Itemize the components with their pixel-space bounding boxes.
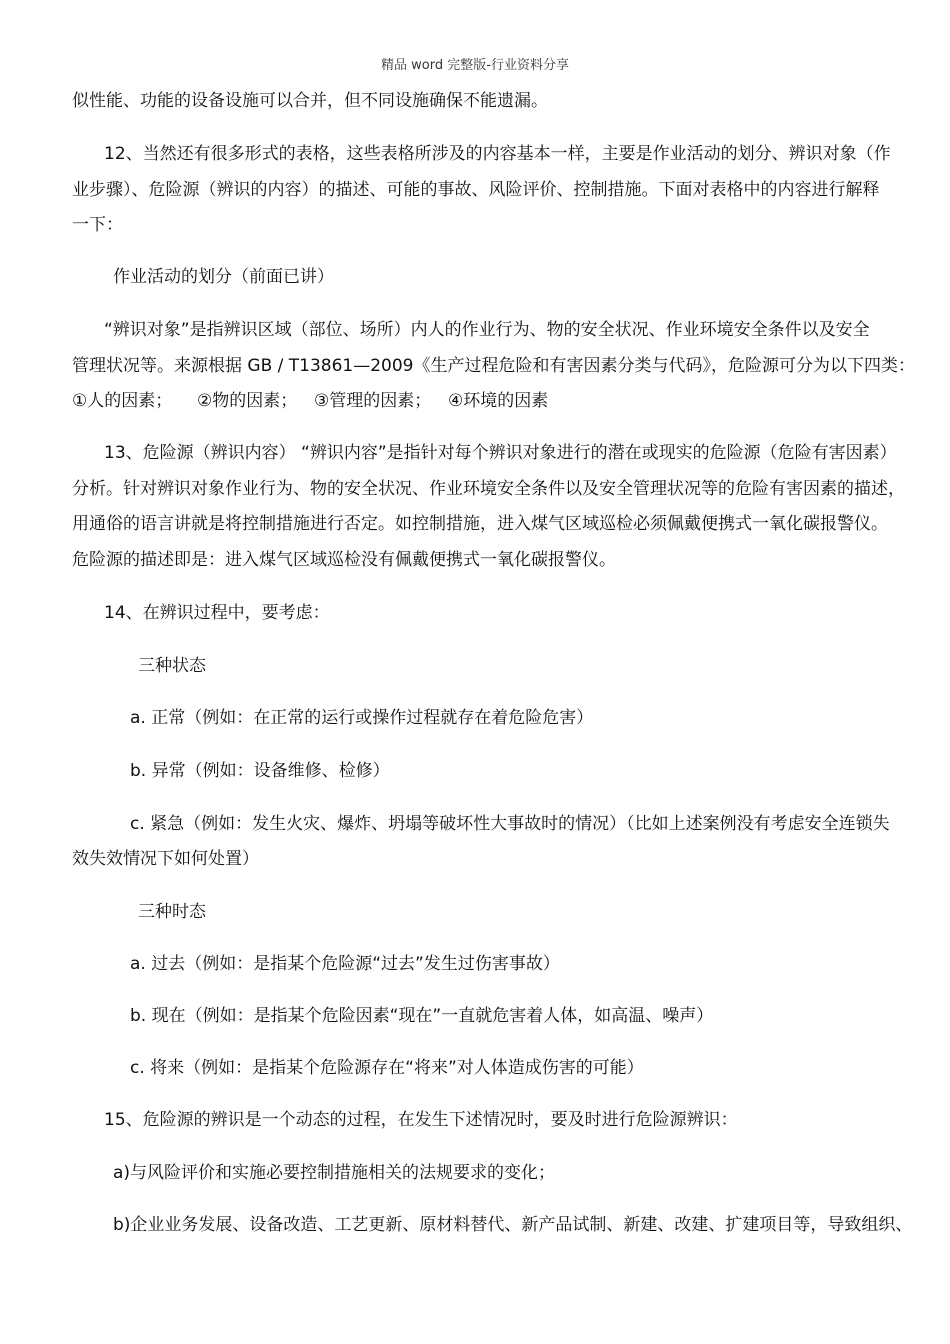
paragraph-line: 13、危险源（辨识内容） “辨识内容”是指针对每个辨识对象进行的潜在或现实的危险源（危险有害因素） — [104, 443, 897, 463]
paragraph-line: 管理状况等。来源根据 GB / T13861—2009《生产过程危险和有害因素分类与代码》，危险源可分为以下四类： — [72, 356, 916, 376]
list-item: a. 过去（例如：是指某个危险源“过去”发生过伤害事故） — [130, 954, 560, 974]
paragraph-line: 分析。针对辨识对象作业行为、物的安全状况、作业环境安全条件以及安全管理状况等的危险有害因素的描述， — [72, 479, 905, 499]
list-item: a. 正常（例如：在正常的运行或操作过程就存在着危险危害） — [130, 708, 594, 728]
paragraph-line: 危险源的描述即是：进入煤气区域巡检没有佩戴便携式一氧化碳报警仪。 — [72, 550, 616, 570]
hazard-categories — [72, 390, 548, 412]
paragraph-line: “辨识对象”是指辨识区域（部位、场所）内人的作业行为、物的安全状况、作业环境安全条件以及安全 — [104, 320, 870, 340]
list-item: c. 将来（例如：是指某个危险源存在“将来”对人体造成伤害的可能） — [130, 1058, 644, 1078]
page-header: 精品 word 完整版-行业资料分享 — [381, 58, 569, 73]
section-heading: 作业活动的划分（前面已讲） — [113, 267, 334, 287]
paragraph-line: 12、当然还有很多形式的表格，这些表格所涉及的内容基本一样，主要是作业活动的划分、辨识对象（作 — [104, 144, 891, 164]
paragraph-line: 业步骤）、危险源（辨识的内容）的描述、可能的事故、风险评价、控制措施。下面对表格中的内容进行解释 — [72, 180, 880, 200]
category-item: ①人的因素； — [72, 391, 173, 411]
list-item: b)企业业务发展、设备改造、工艺更新、原材料替代、新产品试制、新建、改建、扩建项目等，导致组织、 — [113, 1215, 913, 1235]
list-item: c. 紧急（例如：发生火灾、爆炸、坍塌等破坏性大事故时的情况）（比如上述案例没有考虑安全连锁失 — [130, 814, 890, 834]
category-item: ④环境的因素 — [448, 391, 549, 411]
section-heading: 三种状态 — [138, 656, 206, 676]
category-item: ③管理的因素； — [314, 391, 432, 411]
paragraph-line: 一下： — [72, 215, 123, 235]
paragraph-line: 似性能、功能的设备设施可以合并，但不同设施确保不能遗漏。 — [72, 91, 548, 111]
list-item: a)与风险评价和实施必要控制措施相关的法规要求的变化； — [113, 1163, 556, 1183]
paragraph-line: 用通俗的语言讲就是将控制措施进行否定。如控制措施，进入煤气区域巡检必须佩戴便携式一氧化碳报警仪。 — [72, 514, 888, 534]
paragraph-line: 14、在辨识过程中，要考虑： — [104, 603, 330, 623]
list-item-continuation: 效失效情况下如何处置） — [72, 849, 259, 869]
section-heading: 三种时态 — [138, 902, 206, 922]
list-item: b. 异常（例如：设备维修、检修） — [130, 761, 390, 781]
list-item: b. 现在（例如：是指某个危险因素“现在”一直就危害着人体，如高温、噪声） — [130, 1006, 714, 1026]
paragraph-line: 15、危险源的辨识是一个动态的过程，在发生下述情况时，要及时进行危险源辨识： — [104, 1110, 738, 1130]
category-item: ②物的因素； — [197, 391, 298, 411]
